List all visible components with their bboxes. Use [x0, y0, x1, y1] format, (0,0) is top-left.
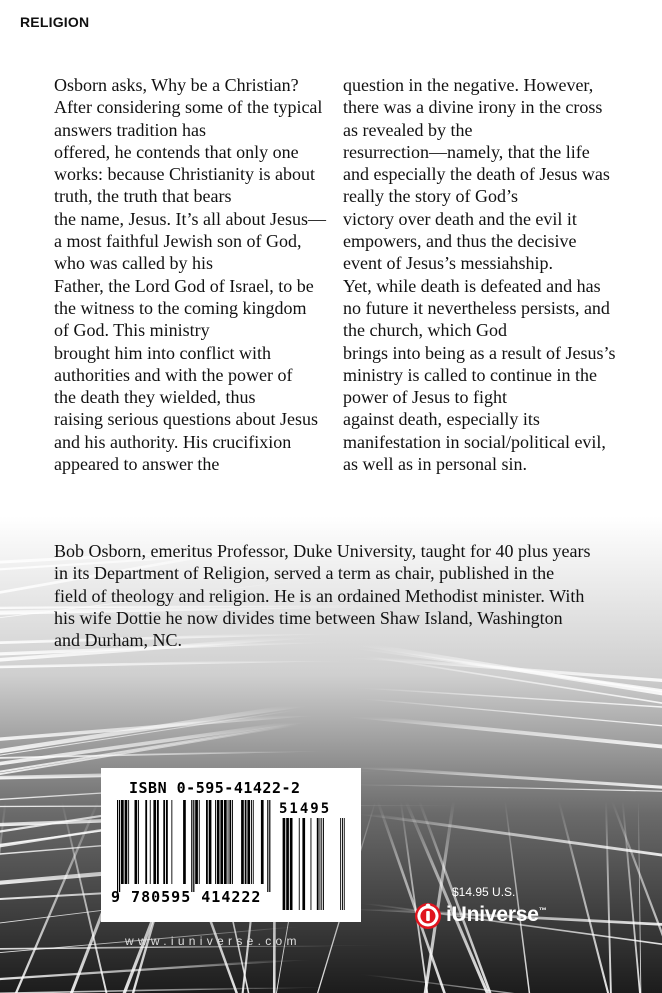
blurb-line: the church, which God — [343, 320, 507, 341]
blurb-line: Yet, while death is defeated and has — [343, 275, 601, 296]
blurb-line: answers tradition has — [54, 119, 206, 140]
blurb-line: Father, the Lord God of Israel, to be — [54, 275, 314, 296]
blurb-line: and his authority. His crucifixion — [54, 431, 292, 452]
publisher-logo — [413, 900, 547, 930]
ean-text: 9 780595 414222 — [111, 888, 262, 906]
author-bio — [54, 540, 644, 651]
blurb-line: really the story of God’s — [343, 186, 518, 207]
blurb-line: as well as in personal sin. — [343, 454, 527, 475]
blurb-line: resurrection—namely, that the life — [343, 141, 590, 162]
blurb-line: of God. This ministry — [54, 320, 210, 341]
blurb-line: the name, Jesus. It’s all about Jesus— — [54, 208, 326, 229]
blurb-line: brought him into conflict with — [54, 342, 271, 363]
blurb-line: Osborn asks, Why be a Christian? — [54, 75, 299, 95]
blurb-right-column — [343, 74, 643, 475]
blurb-line: the death they wielded, thus — [54, 387, 256, 408]
blurb-line: and especially the death of Jesus was — [343, 164, 610, 185]
blurb-line: empowers, and thus the decisive — [343, 231, 577, 252]
bio-line: his wife Dottie he now divides time between Shaw Island, Washington — [54, 607, 563, 628]
price-label: $14.95 U.S. — [452, 885, 516, 899]
blurb-line: After considering some of the typical — [54, 97, 323, 118]
blurb-line: the witness to the coming kingdom — [54, 297, 307, 318]
bio-line: in its Department of Religion, served a term as chair, published in the — [54, 563, 555, 584]
blurb-line: appeared to answer the — [54, 454, 220, 475]
category-label: RELIGION — [20, 14, 90, 30]
website-url: www.iuniverse.com — [125, 934, 301, 948]
blurb-line: works: because Christianity is about — [54, 164, 315, 185]
barcode-box — [101, 768, 361, 922]
iuniverse-logo-icon — [413, 900, 443, 930]
blurb-line: a most faithful Jewish son of God, — [54, 231, 302, 252]
bio-line: and Durham, NC. — [54, 630, 182, 651]
blurb-line: against death, especially its — [343, 409, 540, 430]
blurb-line: manifestation in social/political evil, — [343, 431, 606, 452]
blurb-line: raising serious questions about Jesus — [54, 409, 318, 430]
blurb-line: power of Jesus to fight — [343, 387, 507, 408]
blurb-line: no future it nevertheless persists, and — [343, 297, 610, 318]
blurb-line: offered, he contends that only one — [54, 141, 299, 162]
publisher-name: iUniverse™ — [446, 903, 547, 926]
blurb-line: there was a divine irony in the cross — [343, 97, 603, 118]
blurb-line: authorities and with the power of — [54, 364, 293, 385]
blurb-line: brings into being as a result of Jesus’s — [343, 342, 616, 363]
blurb-line: event of Jesus’s messiahship. — [343, 253, 553, 274]
blurb-line: question in the negative. However, — [343, 75, 594, 95]
blurb-line: as revealed by the — [343, 119, 473, 140]
isbn-text: ISBN 0-595-41422-2 — [129, 779, 301, 797]
blurb-line: who was called by his — [54, 253, 213, 274]
bio-line: Bob Osborn, emeritus Professor, Duke University, taught for 40 plus years — [54, 541, 591, 561]
blurb-line: truth, the truth that bears — [54, 186, 232, 207]
bio-line: field of theology and religion. He is an ordained Methodist minister. With — [54, 585, 585, 606]
blurb-line: ministry is called to continue in the — [343, 364, 597, 385]
price-code-text: 51495 — [279, 801, 332, 817]
blurb-line: victory over death and the evil it — [343, 208, 577, 229]
blurb-left-column — [54, 74, 344, 475]
